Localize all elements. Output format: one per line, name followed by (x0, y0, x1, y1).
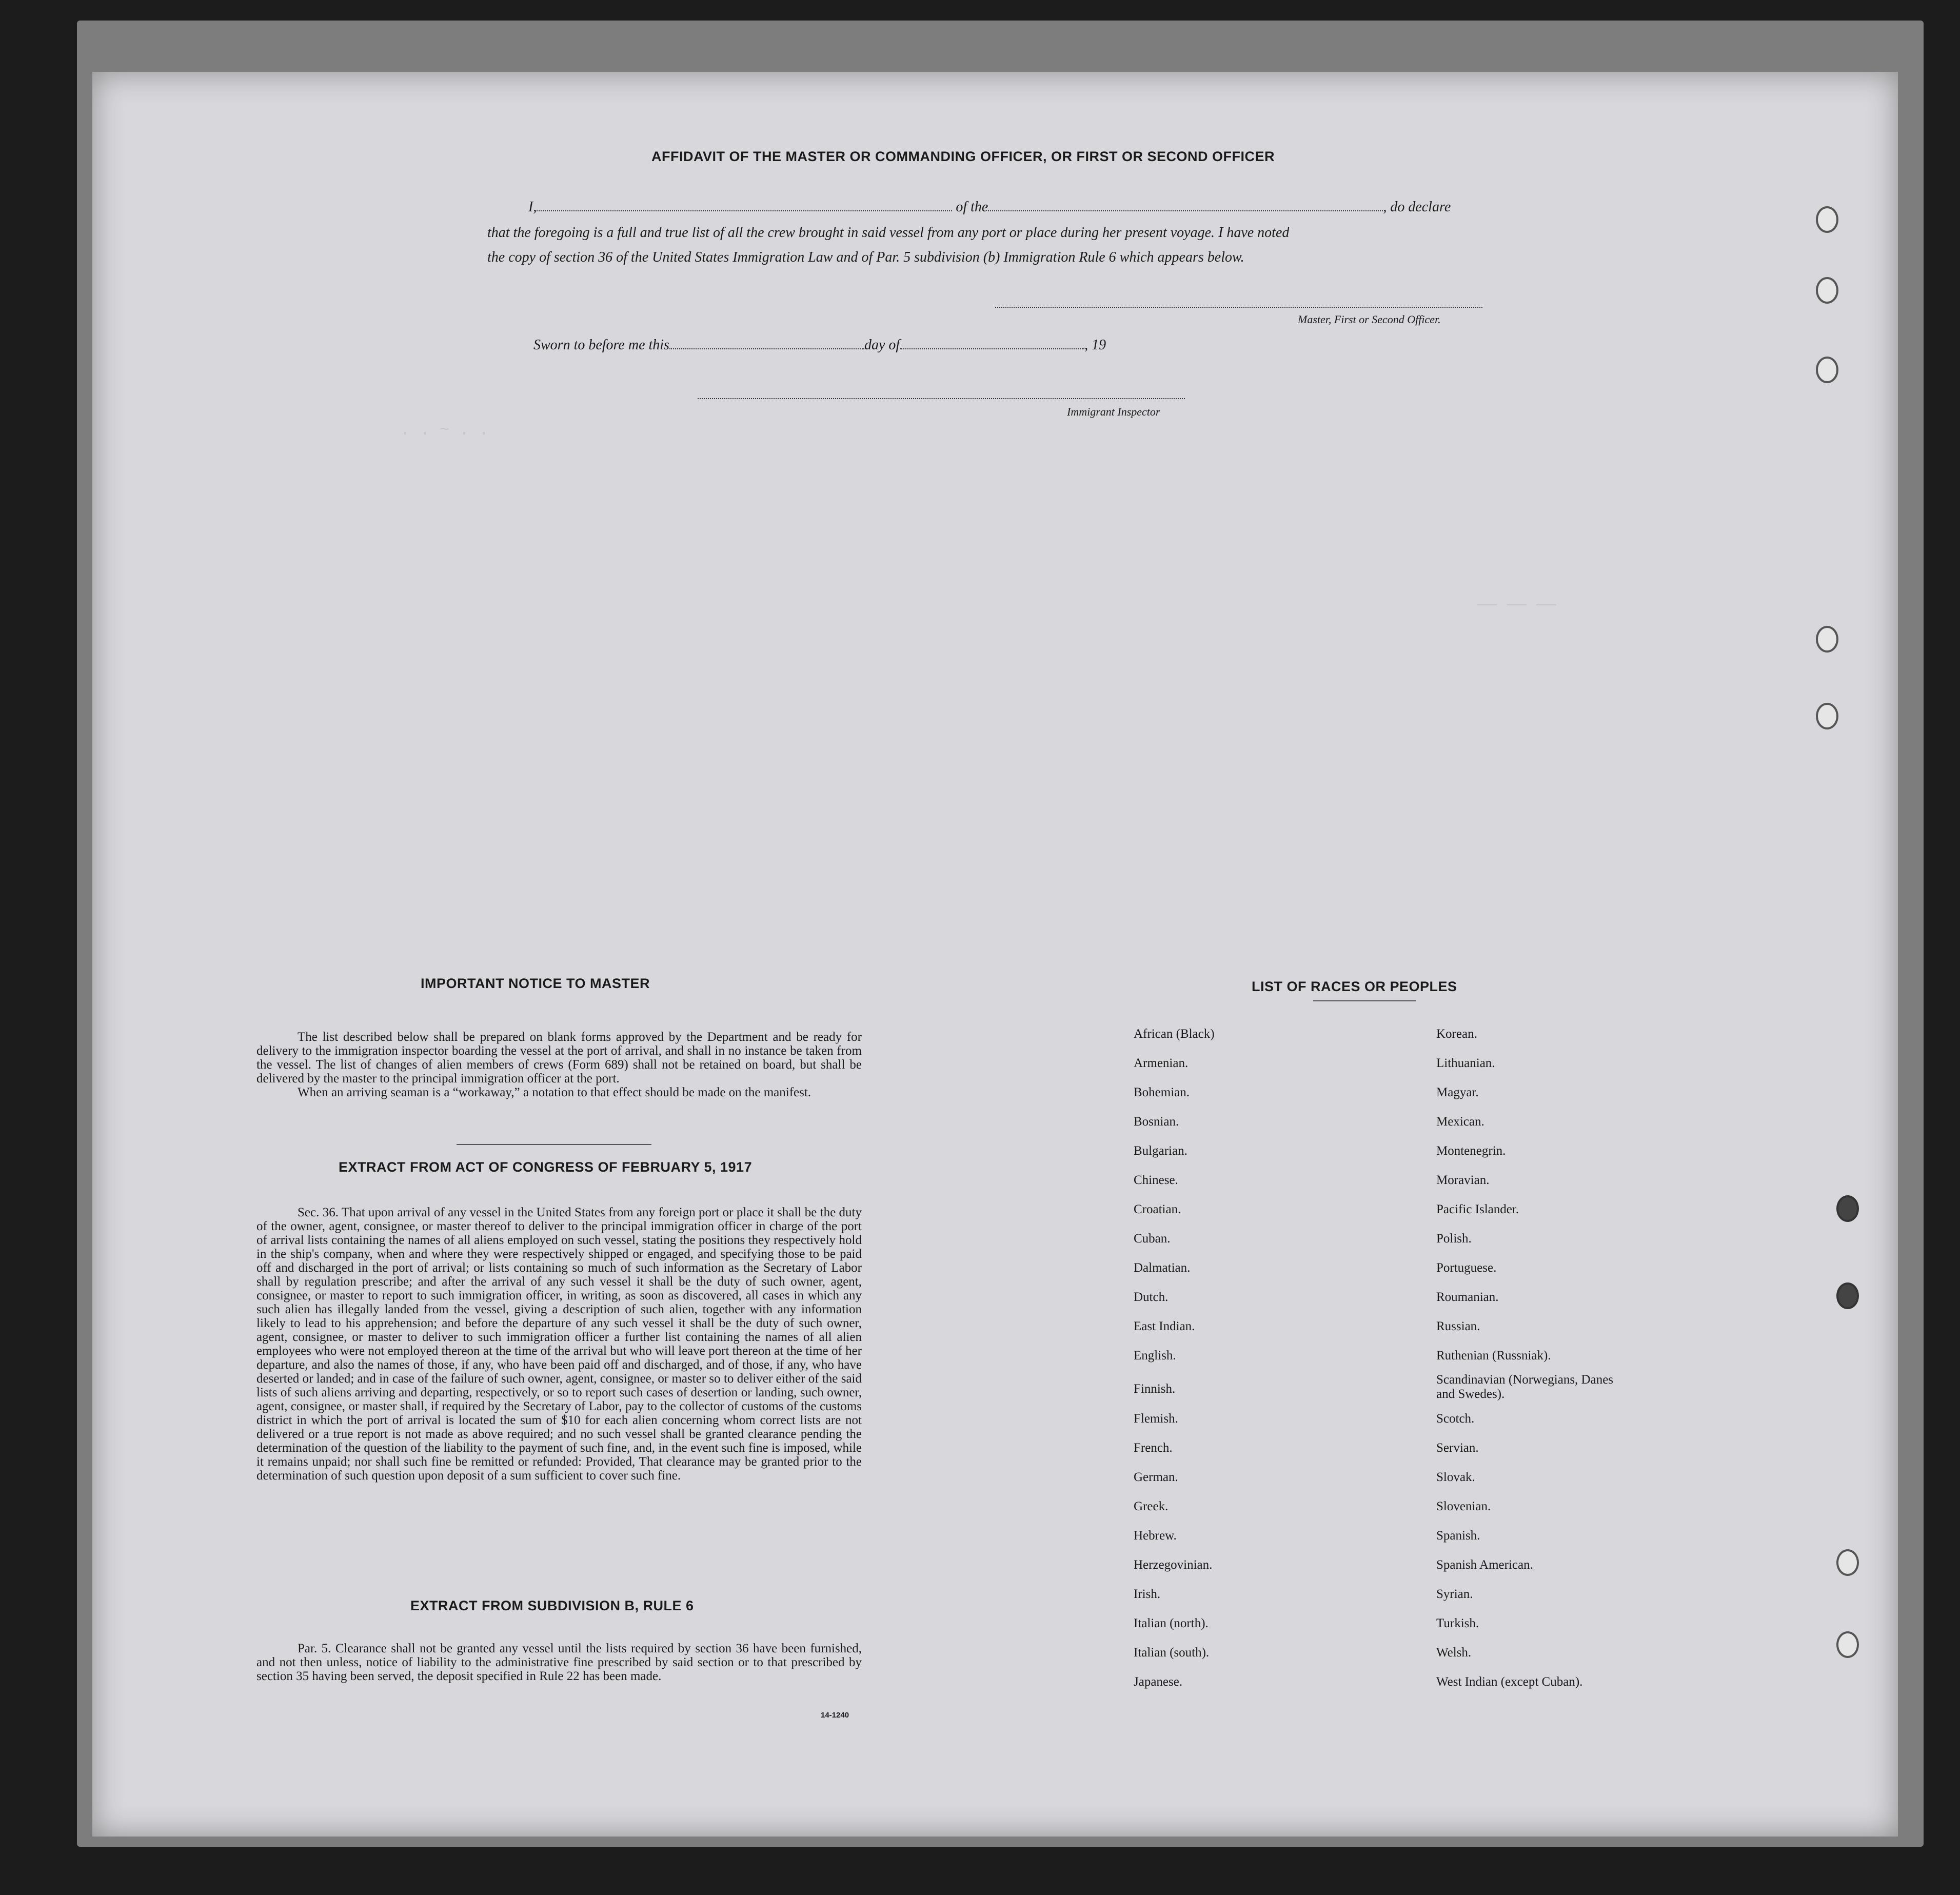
extract-rule-body (256, 1642, 862, 1683)
race-item: Slovenian. (1436, 1499, 1491, 1513)
race-item: German. (1134, 1470, 1178, 1484)
race-item: East Indian. (1134, 1319, 1195, 1333)
race-item: Bohemian. (1134, 1085, 1190, 1099)
divider (457, 1144, 651, 1145)
binder-hole (1816, 357, 1838, 383)
race-item: Japanese. (1134, 1675, 1183, 1689)
master-signature-line (995, 307, 1482, 308)
race-item: Lithuanian. (1436, 1056, 1495, 1070)
race-item: Greek. (1134, 1499, 1169, 1513)
binder-hole (1816, 626, 1838, 653)
race-item: Syrian. (1436, 1587, 1473, 1601)
race-item: African (Black) (1134, 1027, 1215, 1041)
race-item: Slovak. (1436, 1470, 1475, 1484)
race-item: Portuguese. (1436, 1261, 1497, 1275)
inspector-caption: Immigrant Inspector (1067, 405, 1160, 418)
master-signature-caption: Master, First or Second Officer. (1298, 313, 1441, 326)
race-item: Finnish. (1134, 1382, 1176, 1396)
rule-text: Par. 5. Clearance shall not be granted any vessel until the lists required by section 36 have been furnished, and not then unless, notice of liability to the administrative fine prescribed by said section or to that prescribed by section 35 having been served, the deposit specified in Rule 22 has been made. (256, 1642, 862, 1683)
binder-hole (1836, 1195, 1859, 1222)
races-title: LIST OF RACES OR PEOPLES (1252, 979, 1457, 994)
extract-act-title: EXTRACT FROM ACT OF CONGRESS OF FEBRUARY 5, 1917 (339, 1159, 753, 1175)
race-item: Mexican. (1436, 1115, 1484, 1129)
race-item: Bosnian. (1134, 1115, 1179, 1129)
race-item: Polish. (1436, 1232, 1472, 1246)
race-item: Bulgarian. (1134, 1144, 1187, 1158)
binder-hole (1816, 703, 1838, 729)
races-title-underline (1313, 1000, 1416, 1001)
bleed-through: —— —— —— (1477, 595, 1556, 614)
declaration-text-line-3: the copy of section 36 of the United States Immigration Law and of Par. 5 subdivision (b) Immigration Rule 6 which appears below. (487, 249, 1244, 265)
race-item: Spanish. (1436, 1529, 1480, 1543)
bleed-through: . . ~ . . (400, 421, 489, 440)
race-item: Irish. (1134, 1587, 1161, 1601)
binder-hole (1836, 1282, 1859, 1309)
race-item: Servian. (1436, 1441, 1479, 1455)
race-item: Ruthenian (Russniak). (1436, 1349, 1551, 1363)
race-item: Croatian. (1134, 1202, 1181, 1216)
declaration-text-line-2: that the foregoing is a full and true list of all the crew brought in said vessel from any port or place during her present voyage. I have noted (487, 225, 1290, 241)
race-item: Montenegrin. (1436, 1144, 1506, 1158)
form-number: 14-1240 (821, 1711, 849, 1720)
notice-body (256, 1030, 862, 1099)
race-item: Chinese. (1134, 1173, 1178, 1187)
affidavit-title: AFFIDAVIT OF THE MASTER OR COMMANDING OFFICER, OR FIRST OR SECOND OFFICER (651, 149, 1275, 164)
notice-paragraph: The list described below shall be prepared on blank forms approved by the Department and be ready for delivery to the immigration inspector boarding the vessel at the port of arrival, and shall in no instance be taken from the vessel. The list of changes of alien members of crews (Form 689) shall not be retained on board, but shall be delivered by the master to the principal immigration officer at the port. (256, 1030, 862, 1085)
race-item: Hebrew. (1134, 1529, 1177, 1543)
sworn-line: Sworn to before me this day of , 19 (533, 337, 1106, 353)
race-item: Armenian. (1134, 1056, 1189, 1070)
sworn-month-blank (900, 338, 1084, 349)
race-item: Scandinavian (Norwegians, Danes and Swedes). (1436, 1373, 1614, 1401)
race-item: Italian (north). (1134, 1616, 1209, 1630)
race-item: Flemish. (1134, 1412, 1178, 1426)
notice-paragraph: When an arriving seaman is a “workaway,” a notation to that effect should be made on the manifest. (298, 1085, 811, 1099)
inspector-signature-line (698, 398, 1185, 399)
race-item: Dutch. (1134, 1290, 1169, 1304)
race-item: Scotch. (1436, 1412, 1475, 1426)
declaration-line: I, of the , do declare (528, 199, 1451, 215)
binder-hole (1836, 1549, 1859, 1576)
race-item: French. (1134, 1441, 1173, 1455)
race-item: Spanish American. (1436, 1558, 1533, 1572)
vessel-blank (988, 200, 1383, 211)
race-item: Russian. (1436, 1319, 1480, 1333)
race-item: Cuban. (1134, 1232, 1171, 1246)
race-item: Turkish. (1436, 1616, 1479, 1630)
extract-act-body (256, 1206, 862, 1483)
extract-rule-title: EXTRACT FROM SUBDIVISION B, RULE 6 (410, 1598, 694, 1613)
name-blank (537, 200, 952, 211)
section-36-text: Sec. 36. That upon arrival of any vessel in the United States from any foreign port or place it shall be the duty of the owner, agent, consignee, or master thereof to deliver to the principal immigration officer in charge of the port of arrival lists containing the names of all aliens employed on such vessel, stating the positions they respectively hold in the ship's company, when and where they were respectively shipped or engaged, and specifying those to be paid off and discharged in the port of arrival; or lists containing so much of such information as the Secretary of Labor shall by regulation prescribe; and after the arrival of any such vessel it shall be the duty of such owner, agent, consignee, or master to report to such immigration officer, in writing, as soon as discovered, all cases in which any such alien has illegally landed from the vessel, giving a description of such alien, together with any information likely to lead to his apprehension; and before the departure of any such vessel it shall be the duty of such owner, agent, consignee, or master to deliver to such immigration officer a further list containing the names of all alien employees who were not employed thereon at the time of the arrival but who will leave port thereon at the time of her departure, and also the names of those, if any, who have been paid off and discharged, and of those, if any, who have deserted or landed; and in case of the failure of such owner, agent, consignee, or master so to deliver either of the said lists of such aliens arriving and departing, respectively, or so to report such cases of desertion or landing, such owner, agent, consignee, or master shall, if required by the Secretary of Labor, pay to the collector of customs of the customs district in which the port of arrival is located the sum of $10 for each alien concerning whom correct lists are not delivered or a true report is not made as above required; and no such vessel shall be granted clearance pending the determination of the question of the liability to the payment of such fine, and, in the event such fine is imposed, while it remains unpaid; nor shall such fine be remitted or refunded: Provided, That clearance may be granted prior to the determination of such question upon deposit of a sum sufficient to cover such fine. (256, 1206, 862, 1483)
manifest-page (92, 72, 1898, 1837)
notice-title: IMPORTANT NOTICE TO MASTER (421, 976, 650, 991)
race-item: Herzegovinian. (1134, 1558, 1213, 1572)
sworn-day-blank (669, 338, 864, 349)
race-item: English. (1134, 1349, 1176, 1363)
race-item: Moravian. (1436, 1173, 1490, 1187)
race-item: Roumanian. (1436, 1290, 1499, 1304)
binder-hole (1816, 277, 1838, 304)
race-item: Dalmatian. (1134, 1261, 1191, 1275)
race-item: Italian (south). (1134, 1646, 1210, 1660)
binder-hole (1836, 1631, 1859, 1658)
race-item: Magyar. (1436, 1085, 1479, 1099)
race-item: Korean. (1436, 1027, 1477, 1041)
binder-hole (1816, 206, 1838, 233)
race-item: Pacific Islander. (1436, 1202, 1519, 1216)
race-item: Welsh. (1436, 1646, 1472, 1660)
race-item: West Indian (except Cuban). (1436, 1675, 1583, 1689)
